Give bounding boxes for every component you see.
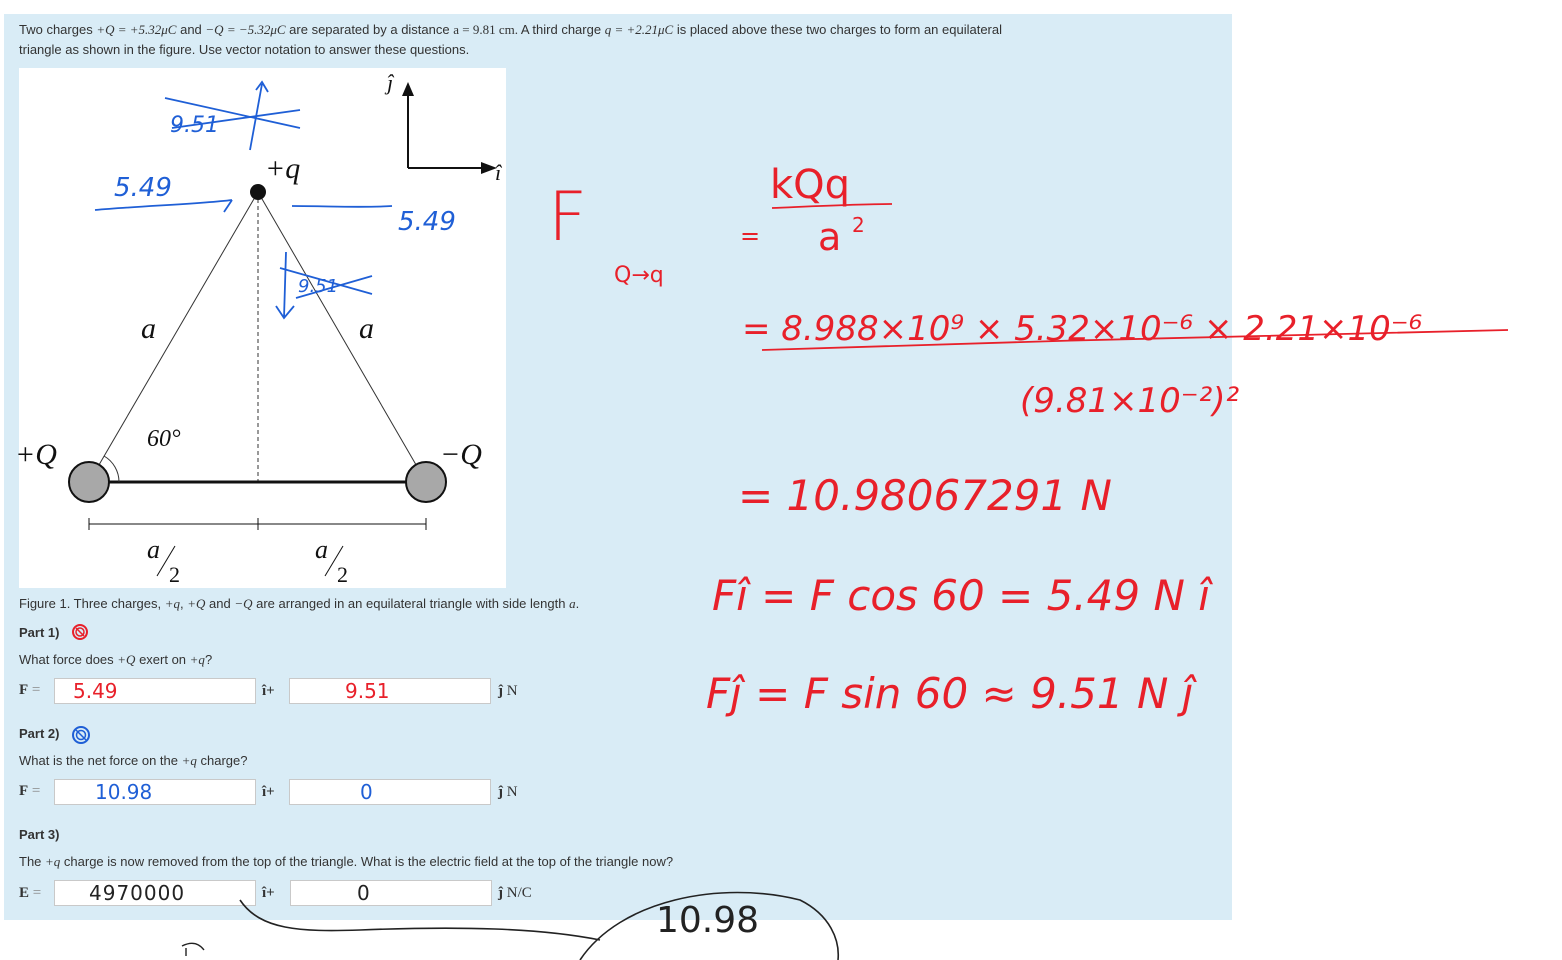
problem-text: and — [176, 22, 206, 37]
part2-j-unit: ĵ N — [498, 784, 518, 800]
hw-result: = 10.98067291 N — [738, 471, 1112, 520]
hw-F: F — [548, 178, 588, 257]
hw-q-to-q: Q→q — [614, 263, 664, 288]
svg-text:2: 2 — [337, 562, 348, 587]
part1-label: Part 1) — [19, 625, 60, 640]
part3-label: Part 3) — [19, 827, 60, 842]
hw-bottom-note: 10.98 — [656, 900, 760, 941]
problem-text: Two charges — [19, 22, 97, 37]
distance-value: a = 9.81 cm. — [453, 22, 518, 37]
hw-a-denom: a — [818, 215, 842, 259]
part3-i-unit: î+ — [262, 885, 275, 901]
problem-text-line2: triangle as shown in the figure. Use vector notation to answer these questions. — [19, 42, 470, 57]
q-value: q = +2.21μC — [604, 22, 674, 37]
problem-text: are separated by a distance — [285, 22, 454, 37]
part1-i-unit: î+ — [262, 683, 275, 699]
charge-right-label: −Q — [440, 438, 482, 471]
charge-top-label: +q — [265, 152, 301, 185]
figure-caption: Figure 1. Three charges, +q, +Q and −Q are arranged in an equilateral triangle with side length a. — [19, 596, 580, 611]
part3-question: The +q charge is now removed from the top of the triangle. What is the electric field at the top of the triangle now? — [19, 854, 674, 869]
hw-fj-line: Fĵ = F sin 60 ≈ 9.51 N ĵ — [706, 669, 1194, 718]
angle-label: 60° — [147, 426, 181, 452]
part1-j-unit: ĵ N — [498, 683, 518, 699]
hw-fig-951-mid: 9.51 — [298, 276, 339, 297]
hw-denominator-line: (9.81×10⁻²)² — [1020, 381, 1240, 421]
part1-question: What force does +Q exert on +q? — [19, 652, 213, 667]
hw-fig-951-top: 9.51 — [170, 113, 219, 138]
hw-equals-1: = — [740, 222, 761, 250]
hw-bottom-scribble — [182, 893, 838, 960]
axis-j-label: ĵ — [387, 70, 394, 95]
minus-Q-value: −Q = −5.32μC — [205, 22, 286, 37]
part3-field-label: E = — [19, 885, 42, 901]
axis-i-label: î — [495, 160, 502, 185]
side-left-label: a — [141, 312, 156, 345]
svg-text:2: 2 — [169, 562, 180, 587]
side-right-label: a — [359, 312, 374, 345]
part2-question: What is the net force on the +q charge? — [19, 753, 248, 768]
hw-fig-549-right: 5.49 — [398, 207, 456, 237]
hw-fi-line: Fî = F cos 60 = 5.49 N î — [712, 571, 1210, 620]
problem-text: is placed above these two charges to form an equilateral — [673, 22, 1003, 37]
hw-kQq: kQq — [770, 162, 851, 208]
part2-i-unit: î+ — [262, 784, 275, 800]
part2-force-label: F = — [19, 783, 41, 799]
hw-a-exp: 2 — [852, 213, 865, 237]
hw-fig-549-left: 5.49 — [114, 173, 172, 203]
charge-left-label: +Q — [15, 438, 57, 471]
svg-text:a: a — [315, 535, 328, 564]
part3-j-unit: ĵ N/C — [498, 885, 532, 901]
hw-numerator-line: = 8.988×10⁹ × 5.32×10⁻⁶ × 2.21×10⁻⁶ — [742, 309, 1423, 349]
svg-text:a: a — [147, 535, 160, 564]
part2-label: Part 2) — [19, 726, 60, 741]
part1-force-label: F = — [19, 682, 41, 698]
problem-text: A third charge — [517, 22, 605, 37]
plus-Q-value: +Q = +5.32μC — [96, 22, 177, 37]
